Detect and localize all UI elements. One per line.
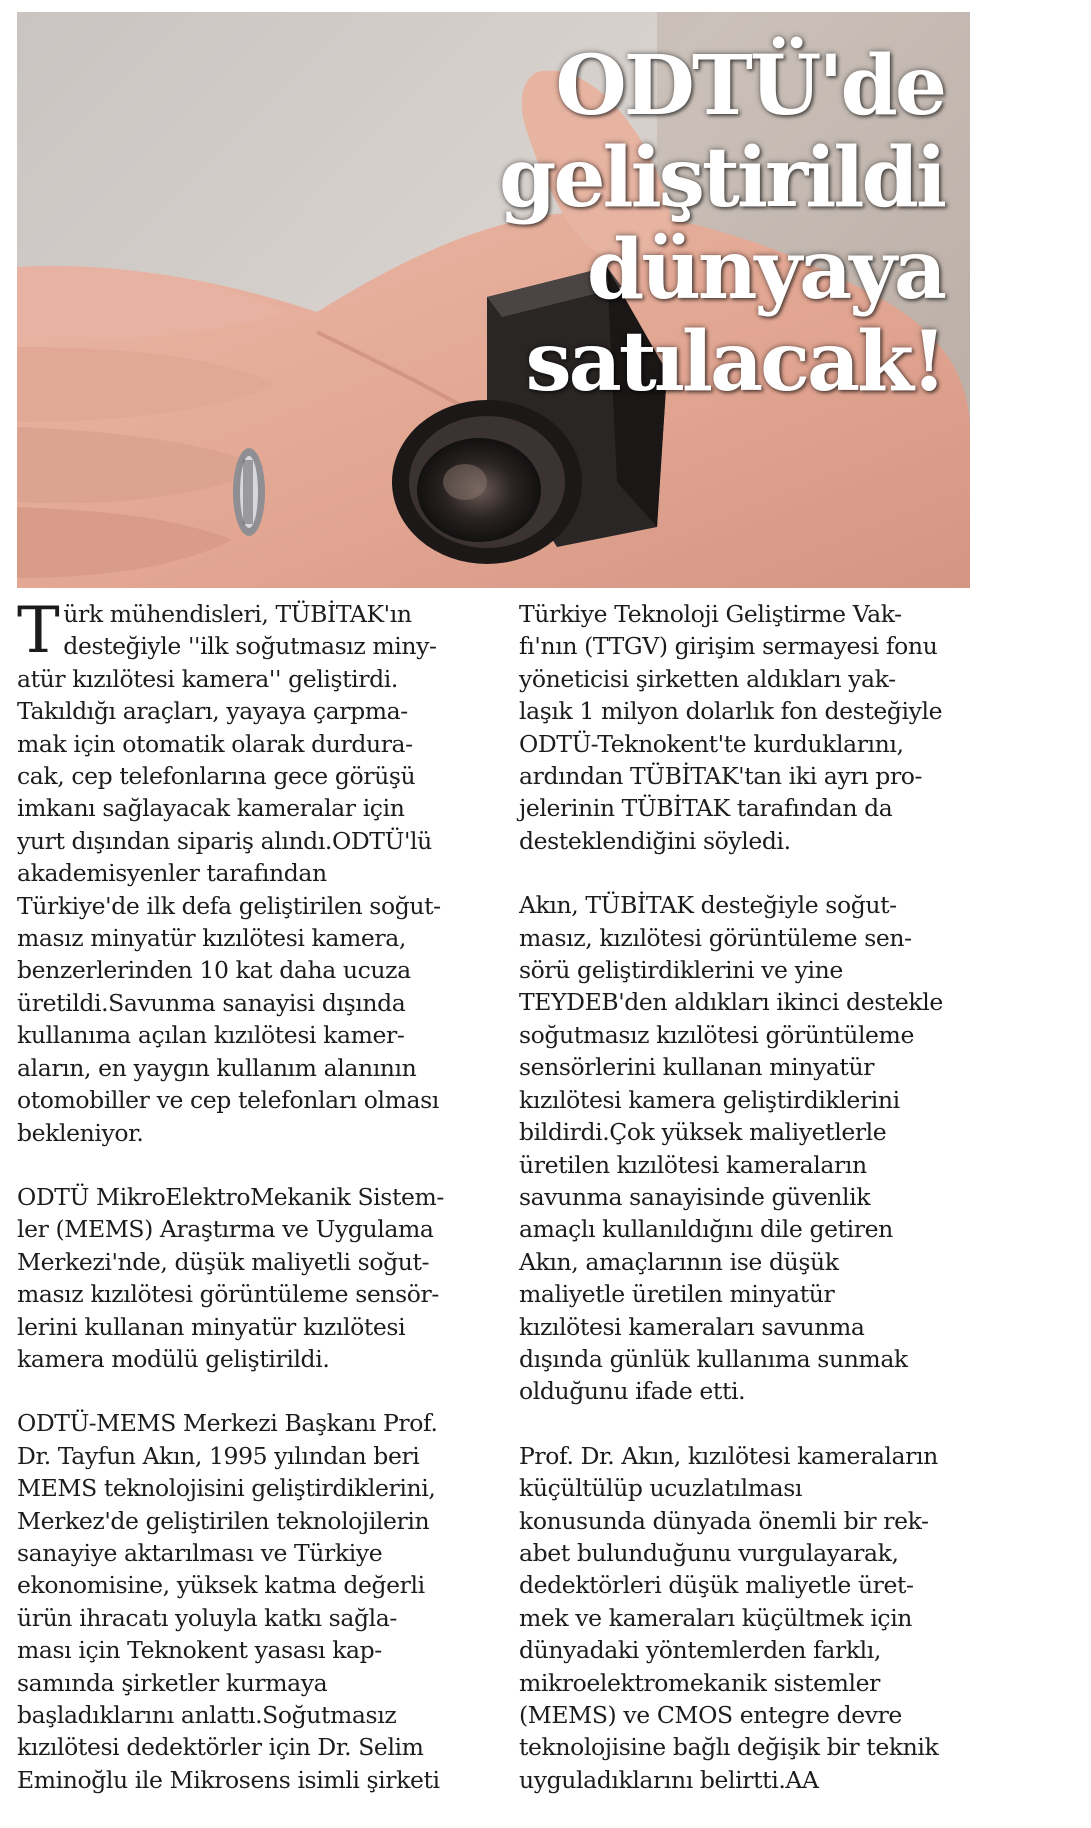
article-column-left — [17, 594, 495, 1828]
headline-line-3: dünyaya — [586, 222, 944, 318]
article-paragraph: Akın, TÜBİTAK desteğiyle soğut- masız, kızılötesi görüntüleme sen- sörü geliştirdiklerini ve yine TEYDEB'den aldıkları ikinci destekle soğutmasız kızılötesi görüntüleme sensörlerini kullanan minyatür kızılötesi kamera geliştirdiklerini bildirdi.Çok yüksek maliyetlerle üretilen kızılötesi kameraların savunma sanayisinde güvenlik amaçlı kullanıldığını dile getiren Akın, amaçlarının ise düşük maliyetle üretilen minyatür kızılötesi kameraları savunma dışında günlük kullanıma sunmak olduğunu ifade etti. — [519, 891, 943, 1406]
article-body — [17, 594, 987, 1798]
drop-cap: T — [17, 594, 60, 668]
article-paragraph: Türkiye Teknoloji Geliştirme Vak- fı'nın (TTGV) girişim sermayesi fonu yöneticisi şirketten aldıkları yak- laşık 1 milyon dolarlık fon desteğiyle ODTÜ-Teknokent'te kurduklarını, ardından TÜBİTAK'tan iki ayrı pro- jelerinin TÜBİTAK tarafından da desteklendiğini söyledi. — [519, 600, 943, 855]
headline-line-1: ODTÜ'de — [555, 38, 944, 134]
hero-photo — [17, 12, 970, 588]
headline-line-4: satılacak! — [525, 314, 944, 410]
article-paragraph: ODTÜ MikroElektroMekanik Sistem- ler (MEMS) Araştırma ve Uygulama Merkezi'nde, düşük maliyetli soğut- masız kızılötesi görüntüleme sensör- lerini kullanan minyatür kızılötesi kamera modülü geliştirildi. — [17, 1182, 444, 1373]
article-column-right — [519, 598, 997, 1828]
paragraph-text: ürk mühendisleri, TÜBİTAK'ın desteğiyle ''ilk soğutmasız miny- atür kızılötesi kamera'' geliştirdi. Takıldığı araçları, yayaya çarpma- mak için otomatik olarak durdura- cak, cep telefonlarına gece görüşü imkanı sağlayacak kameralar için yurt dışından sipariş alındı.ODTÜ'lü akademisyenler tarafından Türkiye'de ilk defa geliştirilen soğut- masız minyatür kızılötesi kamera, benzerlerinden 10 kat daha ucuza üretildi.Savunma sanayisi dışında kullanıma açılan kızılötesi kamer- aların, en yaygın kullanım alanının otomobiller ve cep telefonları olması bekleniyor. — [17, 600, 441, 1147]
article-paragraph: Prof. Dr. Akın, kızılötesi kameraların küçültülüp ucuzlatılması konusunda dünyada önemli bir rek- abet bulunduğunu vurgulayarak, dedektörleri düşük maliyetle üret- mek ve kameraları küçültmek için dünyadaki yöntemlerden farklı, mikroelektromekanik sistemler (MEMS) ve CMOS entegre devre teknolojisine bağlı değişik bir teknik uyguladıklarını belirtti.AA — [519, 1441, 939, 1794]
article-paragraph — [17, 594, 495, 1149]
headline-line-2: geliştirildi — [499, 130, 944, 226]
headline — [484, 40, 944, 408]
article-paragraph: ODTÜ-MEMS Merkezi Başkanı Prof. Dr. Tayfun Akın, 1995 yılından beri MEMS teknolojisini geliştirdiklerini, Merkez'de geliştirilen teknolojilerin sanayiye aktarılması ve Türkiye ekonomisine, yüksek katma değerli ürün ihracatı yoluyla katkı sağla- ması için Teknokent yasası kap- samında şirketler kurmaya başladıklarını anlattı.Soğutmasız kızılötesi dedektörler için Dr. Selim Eminoğlu ile Mikrosens isimli şirketi — [17, 1409, 440, 1794]
ring-icon — [233, 448, 265, 536]
